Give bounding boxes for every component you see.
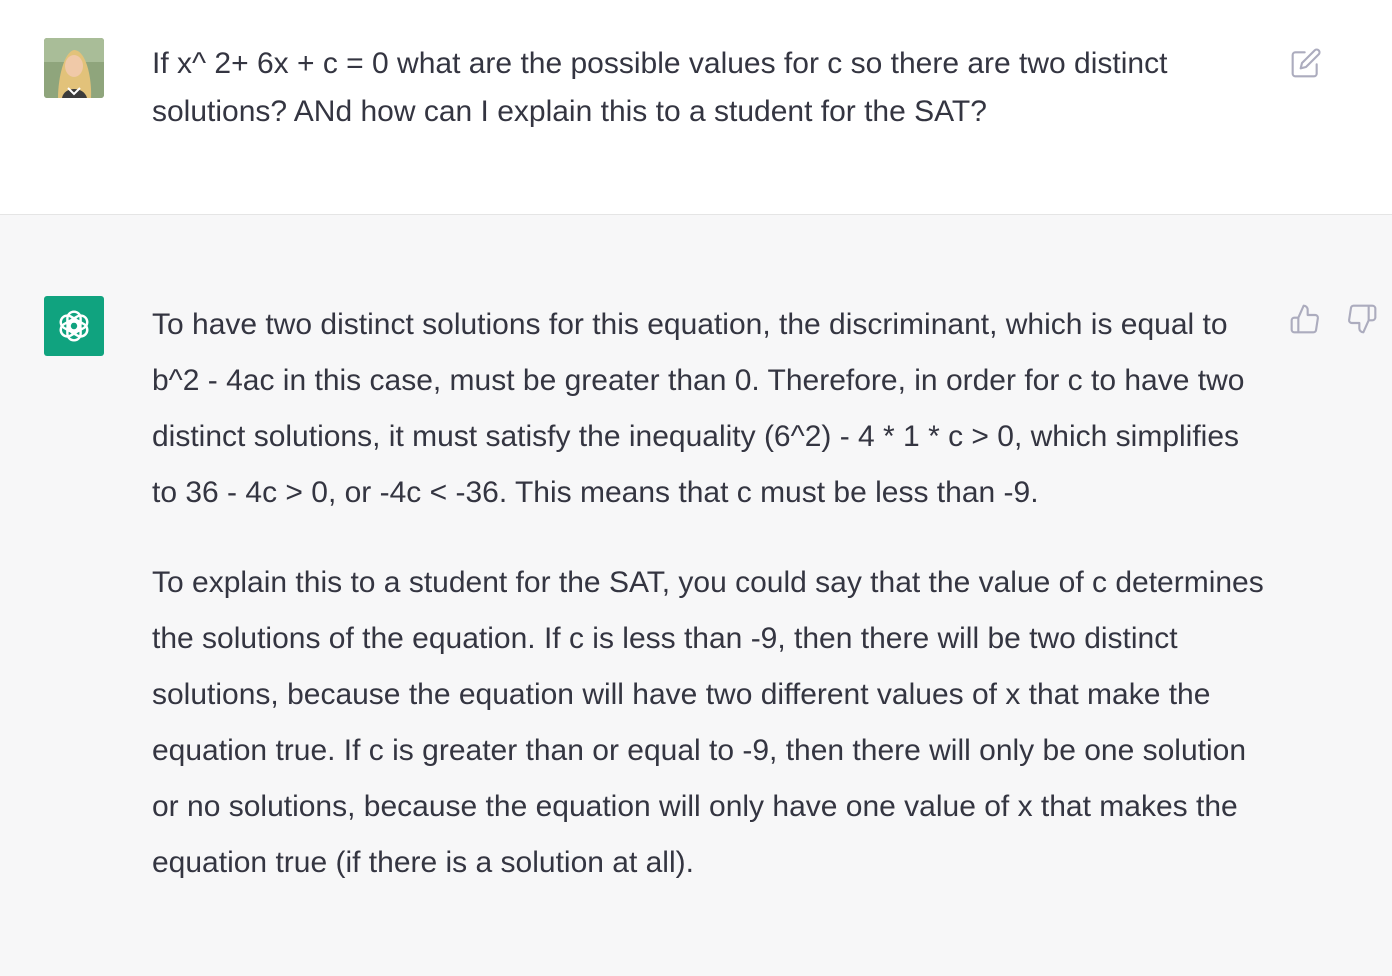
assistant-paragraph: To explain this to a student for the SAT, you could say that the value of c determines the solutions of the equation. If c is less than -9, then there will be two distinct solutions, because the equation will have two different values of x that make the equation true. If c is greater than or equal to -9, then there will only be one solution or no solutions, because the equation will only have one value of x that makes the equation true (if there is a solution at all). [152,566,1264,879]
thumbs-down-button[interactable] [1344,301,1380,337]
thumbs-down-icon [1346,303,1378,335]
assistant-avatar [44,296,104,356]
assistant-message-row [0,215,1392,976]
user-photo-avatar [44,38,104,98]
user-message-text: If x^ 2+ 6x + c = 0 what are the possible values for c so there are two distinct solutions? ANd how can I explain this to a student for the SAT? [152,47,1168,128]
user-message-row [0,0,1392,215]
thumbs-up-button[interactable] [1287,301,1323,337]
thumbs-up-icon [1289,303,1321,335]
edit-icon [1290,47,1322,79]
edit-message-button[interactable] [1288,45,1324,81]
assistant-paragraph: To have two distinct solutions for this equation, the discriminant, which is equal to b^2 - 4ac in this case, must be greater than 0. Therefore, in order for c to have two distinct solutions, it must satisfy the inequality (6^2) - 4 * 1 * c > 0, which simplifies to 36 - 4c > 0, or -4c < -36. This means that c must be less than -9. [152,308,1245,509]
openai-logo-icon [52,304,96,348]
user-avatar [44,38,104,98]
assistant-message-text [152,297,1270,925]
